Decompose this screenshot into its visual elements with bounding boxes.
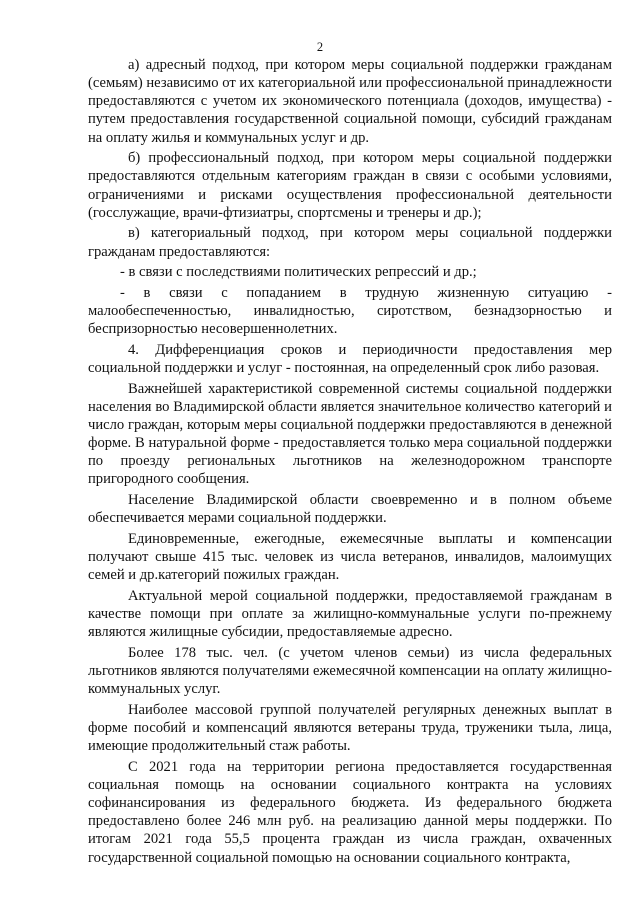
list-item-hard-situation: - в связи с попаданием в трудную жизненную ситуацию - малообеспеченностью, инвалидностью, сиротством, безнадзорностью и беспризорностью несовершеннолетних.: [88, 284, 612, 338]
paragraph-payments: Единовременные, ежегодные, ежемесячные выплаты и компенсации получают свыше 415 тыс. человек из числа ветеранов, инвалидов, малоимущих семей и др.категорий пожилых граждан.: [88, 530, 612, 584]
list-item-repressions: - в связи с последствиями политических репрессий и др.;: [120, 264, 477, 281]
paragraph-key-characteristic: Важнейшей характеристикой современной системы социальной поддержки населения во Владимирской области является значительное количество категорий и число граждан, которым меры социальной поддержки предоставляются в денежной форме. В натуральной форме - предоставляется только мера социальной поддержки по проезду региональных льготников на железнодорожном транспорте пригородного сообщения.: [88, 380, 612, 488]
paragraph-timely-provision: Население Владимирской области своевременно и в полном объеме обеспечивается мерами социальной поддержки.: [88, 492, 612, 527]
paragraph-recipient-groups: Наиболее массовой группой получателей регулярных денежных выплат в форме пособий и компенсаций являются ветераны труда, труженики тыла, лица, имеющие продолжительный стаж работы.: [88, 701, 612, 755]
page-number: 2: [316, 40, 324, 54]
paragraph-address-approach: а) адресный подход, при котором меры социальной поддержки гражданам (семьям) независимо от их категориальной или профессиональной принадлежности предоставляются с учетом их экономического потенциала (доходов, имущества) - путем предоставления государственной социальной помощи, субсидий гражданам на оплату жилья и коммунальных услуг и др.: [88, 57, 612, 146]
paragraph-housing-subsidies: Актуальной мерой социальной поддержки, предоставляемой гражданам в качестве помощи при оплате за жилищно-коммунальные услуги по-прежнему являются жилищные субсидии, предоставляемые адресно.: [88, 587, 612, 641]
paragraph-categorial-approach: в) категориальный подход, при котором меры социальной поддержки гражданам предоставляются:: [88, 225, 612, 260]
paragraph-differentiation: 4. Дифференциация сроков и периодичности предоставления мер социальной поддержки и услуг - постоянная, на определенный срок либо разовая.: [88, 341, 612, 376]
paragraph-social-contract: С 2021 года на территории региона предоставляется государственная социальная помощь на основании социального контракта на условиях софинансирования из федерального бюджета. Из федерального бюджета предоставлено более 246 млн руб. на реализацию данной меры поддержки. По итогам 2021 года 55,5 процента граждан из числа граждан, охваченных государственной социальной помощью на основании социального контракта,: [88, 758, 612, 866]
document-body: [88, 56, 612, 869]
paragraph-federal-beneficiaries: Более 178 тыс. чел. (с учетом членов семьи) из числа федеральных льготников являются получателями ежемесячной компенсации на оплату жилищно-коммунальных услуг.: [88, 644, 612, 698]
paragraph-professional-approach: б) профессиональный подход, при котором меры социальной поддержки предоставляются отдельным категориям граждан в связи с особыми условиями, ограничениями и рисками осуществления профессиональной деятельности (госслужащие, врачи-фтизиатры, спортсмены и тренеры и др.);: [88, 150, 612, 221]
